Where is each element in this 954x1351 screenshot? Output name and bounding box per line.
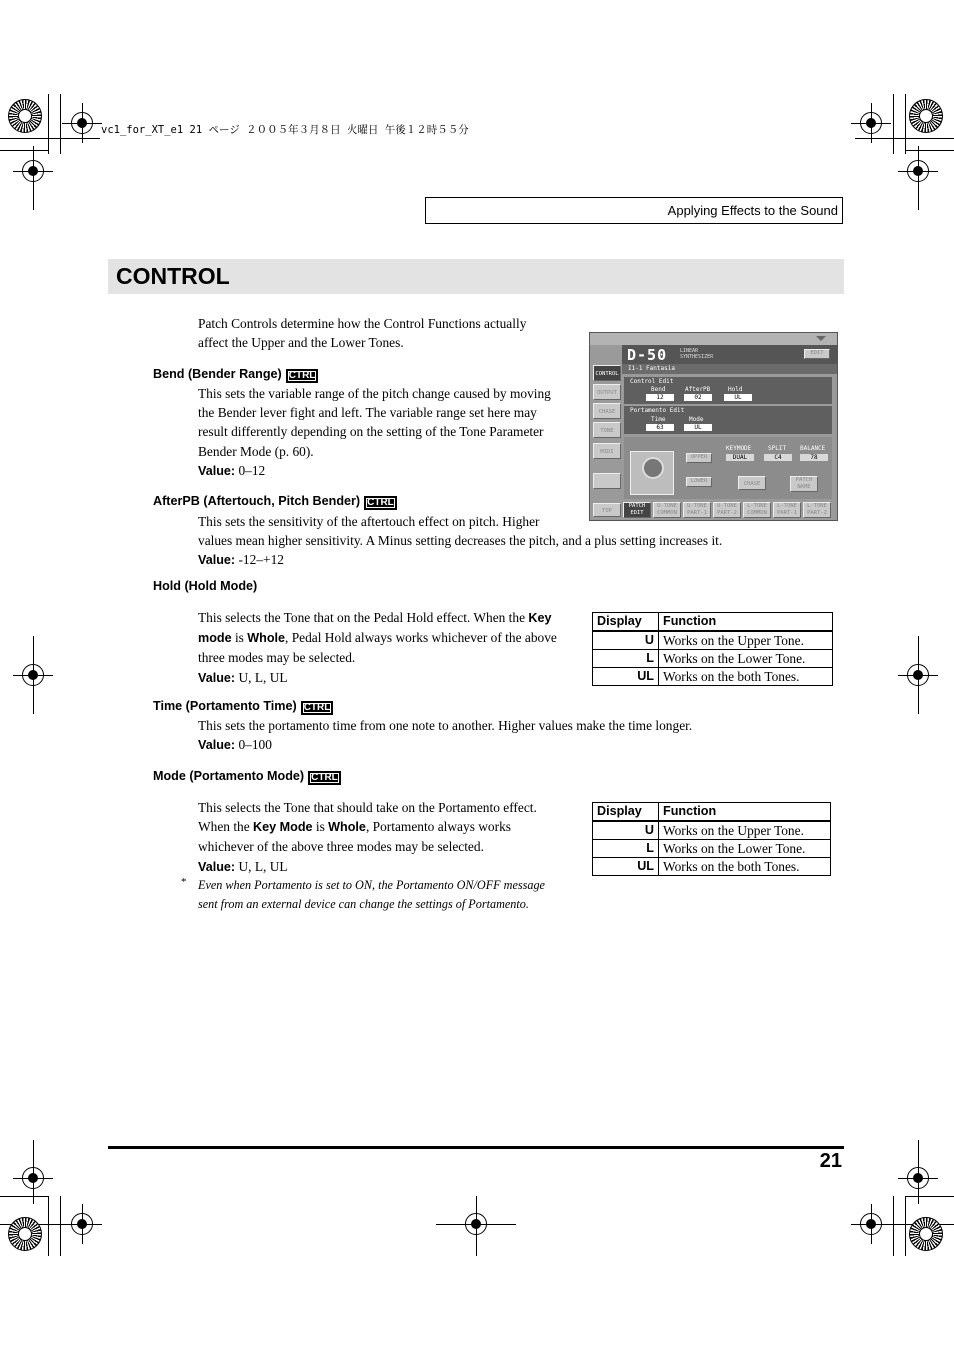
bottom-tab-l-tone-part-2[interactable]: L-TONE PART-2 bbox=[803, 502, 831, 518]
dropdown-arrow-icon bbox=[816, 336, 826, 341]
time-description bbox=[198, 716, 692, 755]
mode-value bbox=[198, 857, 588, 877]
bottom-tab-u-tone-common[interactable]: U-TONE COMMON bbox=[653, 502, 681, 518]
ctrl-badge: CTRL bbox=[286, 369, 319, 383]
table-cell: L bbox=[593, 650, 659, 668]
mode-heading bbox=[153, 769, 341, 785]
hold-value-field[interactable]: UL bbox=[724, 394, 752, 401]
mode-value-field[interactable]: UL bbox=[684, 424, 712, 431]
crop-mark bbox=[48, 1196, 49, 1256]
table-row bbox=[593, 650, 833, 668]
note-line: Even when Portamento is set to ON, the Portamento ON/OFF message bbox=[198, 878, 545, 892]
table-cell: UL bbox=[593, 858, 659, 876]
table-row bbox=[593, 858, 831, 876]
crop-mark bbox=[48, 94, 49, 154]
bend-value bbox=[198, 461, 551, 481]
time-heading bbox=[153, 699, 333, 715]
d50-logo: D-50 bbox=[627, 346, 668, 364]
side-tab-output[interactable]: OUTPUT bbox=[593, 384, 621, 400]
table-header-cell: Function bbox=[659, 803, 831, 822]
key-label: BALANCE bbox=[800, 445, 826, 452]
bend-heading bbox=[153, 367, 318, 383]
section-title: CONTROL bbox=[116, 263, 230, 289]
crop-mark bbox=[0, 150, 48, 151]
time-value-text: 0–100 bbox=[238, 737, 272, 753]
upper-button[interactable]: UPPER bbox=[686, 453, 712, 463]
value-label: Value: bbox=[198, 553, 236, 568]
bottom-tab-top[interactable]: TOP bbox=[593, 503, 621, 517]
crop-mark bbox=[476, 1196, 477, 1256]
mode-line: This selects the Tone that should take on the Portamento effect. bbox=[198, 800, 537, 815]
crop-mark bbox=[918, 146, 919, 210]
bend-value-text: 0–12 bbox=[238, 462, 266, 478]
table-row bbox=[593, 631, 833, 650]
time-value bbox=[198, 735, 692, 755]
table-header-cell: Display bbox=[593, 803, 659, 822]
table-cell: Works on the Upper Tone. bbox=[659, 821, 831, 840]
bottom-tab-u-tone-part-1[interactable]: U-TONE PART-1 bbox=[683, 502, 711, 518]
table-cell: UL bbox=[593, 668, 659, 686]
table-row bbox=[593, 668, 833, 686]
table-row bbox=[593, 840, 831, 858]
keymode-value[interactable]: DUAL bbox=[726, 454, 754, 461]
bend-line: result differently depending on the setting of the Tone Parameter bbox=[198, 424, 544, 440]
page-number: 21 bbox=[819, 1150, 842, 1172]
value-label: Value: bbox=[198, 463, 236, 478]
key-label: KEYMODE bbox=[726, 445, 752, 452]
portamento-label: Mode bbox=[689, 416, 704, 423]
afterpb-line: values mean higher sensitivity. A Minus setting decreases the pitch, and a plus setting increases it. bbox=[198, 533, 723, 549]
footer-rule bbox=[108, 1146, 844, 1149]
control-label: Hold bbox=[728, 386, 743, 393]
mode-heading-text: Mode (Portamento Mode) bbox=[153, 769, 305, 783]
bend-description bbox=[198, 384, 551, 481]
table-cell: Works on the Lower Tone. bbox=[659, 840, 831, 858]
afterpb-value-text: -12–+12 bbox=[238, 552, 284, 568]
note-line: sent from an external device can change the settings of Portamento. bbox=[198, 897, 529, 912]
registration-target-icon bbox=[8, 1217, 42, 1251]
edit-tag[interactable]: EDIT bbox=[804, 349, 830, 359]
table-cell: Works on the Upper Tone. bbox=[659, 631, 833, 650]
portamento-edit-title: Portamento Edit bbox=[630, 407, 685, 414]
intro-line: Patch Controls determine how the Control Functions actually bbox=[198, 316, 527, 331]
table-header-cell: Display bbox=[593, 613, 659, 632]
afterpb-line: This sets the sensitivity of the aftertouch effect on pitch. Higher bbox=[198, 514, 540, 529]
crop-mark bbox=[905, 1196, 954, 1197]
crop-mark bbox=[893, 94, 894, 154]
key-label: SPLIT bbox=[768, 445, 787, 452]
portamento-label: Time bbox=[651, 416, 666, 423]
bottom-tab-patch-edit[interactable]: PATCH EDIT bbox=[623, 502, 651, 518]
hold-table bbox=[592, 612, 833, 686]
table-cell: Works on the both Tones. bbox=[659, 668, 833, 686]
crop-mark bbox=[918, 636, 919, 714]
note-mark: * bbox=[181, 876, 187, 888]
value-label: Value: bbox=[198, 859, 236, 874]
crop-mark bbox=[33, 636, 34, 714]
hold-line: three modes may be selected. bbox=[198, 650, 356, 666]
table-cell: Works on the Lower Tone. bbox=[659, 650, 833, 668]
crop-mark bbox=[905, 94, 906, 154]
ctrl-badge: CTRL bbox=[308, 771, 341, 785]
table-cell: Works on the both Tones. bbox=[659, 858, 831, 876]
table-row bbox=[593, 821, 831, 840]
side-tab-control[interactable]: CONTROL bbox=[593, 365, 621, 381]
crop-mark bbox=[905, 1196, 906, 1256]
crop-mark bbox=[0, 138, 100, 139]
afterpb-value-field[interactable]: 02 bbox=[684, 394, 712, 401]
bottom-tab-l-tone-common[interactable]: L-TONE COMMON bbox=[743, 502, 771, 518]
value-label: Value: bbox=[198, 738, 236, 753]
bend-line: Bender Mode (p. 60). bbox=[198, 443, 314, 459]
mode-table bbox=[592, 802, 831, 876]
table-header-row bbox=[593, 613, 833, 632]
chase-button[interactable]: CHASE bbox=[738, 476, 766, 490]
mode-line: When the Key Mode is Whole, Portamento always works bbox=[198, 819, 511, 835]
bottom-tab-l-tone-part-1[interactable]: L-TONE PART-1 bbox=[773, 502, 801, 518]
registration-mark-icon bbox=[860, 112, 882, 134]
patch-name: I1-1 Fantasia bbox=[628, 365, 675, 372]
running-header: Applying Effects to the Sound bbox=[425, 197, 843, 224]
crop-mark bbox=[893, 1196, 894, 1256]
afterpb-heading bbox=[153, 494, 397, 510]
intro-line: affect the Upper and the Lower Tones. bbox=[198, 335, 404, 351]
crop-mark bbox=[60, 94, 61, 154]
registration-mark-icon bbox=[860, 1213, 882, 1235]
intro-paragraph bbox=[198, 314, 526, 352]
bend-line: the Bender lever fight and left. The variable range set here may bbox=[198, 405, 537, 421]
registration-target-icon bbox=[8, 99, 42, 133]
patch-name-button[interactable]: PATCH NAME bbox=[790, 476, 818, 492]
bottom-tab-u-tone-part-2[interactable]: U-TONE PART-2 bbox=[713, 502, 741, 518]
side-tab-tone[interactable]: TONE bbox=[593, 422, 621, 438]
d50-screen-image bbox=[589, 332, 838, 521]
bend-line: This sets the variable range of the pitch change caused by moving bbox=[198, 386, 551, 401]
registration-mark-icon bbox=[71, 1213, 93, 1235]
crop-mark bbox=[33, 146, 34, 210]
afterpb-heading-text: AfterPB (Aftertouch, Pitch Bender) bbox=[153, 494, 361, 508]
hold-value-text: U, L, UL bbox=[238, 669, 288, 685]
crop-mark bbox=[905, 150, 954, 151]
table-header-cell: Function bbox=[659, 613, 833, 632]
registration-target-icon bbox=[909, 99, 943, 133]
registration-target-icon bbox=[909, 1217, 943, 1251]
hold-heading: Hold (Hold Mode) bbox=[153, 579, 258, 593]
table-cell: L bbox=[593, 840, 659, 858]
crop-mark bbox=[0, 1196, 48, 1197]
mode-line: whichever of the above three modes may be selected. bbox=[198, 839, 484, 855]
split-value[interactable]: C4 bbox=[764, 454, 792, 461]
crop-mark bbox=[918, 1140, 919, 1204]
registration-mark-icon bbox=[71, 112, 93, 134]
control-edit-title: Control Edit bbox=[630, 378, 674, 385]
lower-button[interactable]: LOWER bbox=[686, 477, 712, 487]
table-cell: U bbox=[593, 821, 659, 840]
value-label: Value: bbox=[198, 670, 236, 685]
crop-mark bbox=[60, 1196, 61, 1256]
bend-heading-text: Bend (Bender Range) bbox=[153, 367, 282, 381]
table-cell: U bbox=[593, 631, 659, 650]
time-line: This sets the portamento time from one note to another. Higher values make the time longer. bbox=[198, 718, 693, 733]
balance-value[interactable]: 78 bbox=[800, 454, 828, 461]
table-header-row bbox=[593, 803, 831, 822]
ctrl-badge: CTRL bbox=[301, 701, 334, 715]
control-label: Bend bbox=[651, 386, 666, 393]
disk-icon[interactable] bbox=[593, 473, 621, 489]
joystick-knob-icon[interactable] bbox=[642, 457, 664, 479]
side-tab-chase[interactable]: CHASE bbox=[593, 403, 621, 419]
d50-logo-sub: LINEAR SYNTHESIZER bbox=[680, 348, 714, 360]
mode-value-text: U, L, UL bbox=[238, 858, 288, 874]
file-header: vc1_for_XT_e1 21 ページ ２００５年３月８日 火曜日 午後１２時５５分 bbox=[101, 124, 469, 136]
screen-top-strip bbox=[590, 333, 838, 345]
mode-description bbox=[198, 798, 588, 877]
control-label: AfterPB bbox=[685, 386, 711, 393]
time-value-field[interactable]: 63 bbox=[646, 424, 674, 431]
ctrl-badge: CTRL bbox=[364, 496, 397, 510]
hold-line: This selects the Tone that on the Pedal Hold effect. When the Key bbox=[198, 610, 552, 625]
note-text bbox=[198, 876, 545, 914]
time-heading-text: Time (Portamento Time) bbox=[153, 699, 297, 713]
hold-value bbox=[198, 668, 588, 688]
afterpb-value bbox=[198, 550, 818, 570]
hold-description bbox=[198, 608, 588, 688]
hold-line: mode is Whole, Pedal Hold always works whichever of the above bbox=[198, 630, 557, 646]
side-tab-midi[interactable]: MIDI bbox=[593, 443, 621, 459]
bend-value-field[interactable]: 12 bbox=[646, 394, 674, 401]
crop-mark bbox=[33, 1140, 34, 1204]
